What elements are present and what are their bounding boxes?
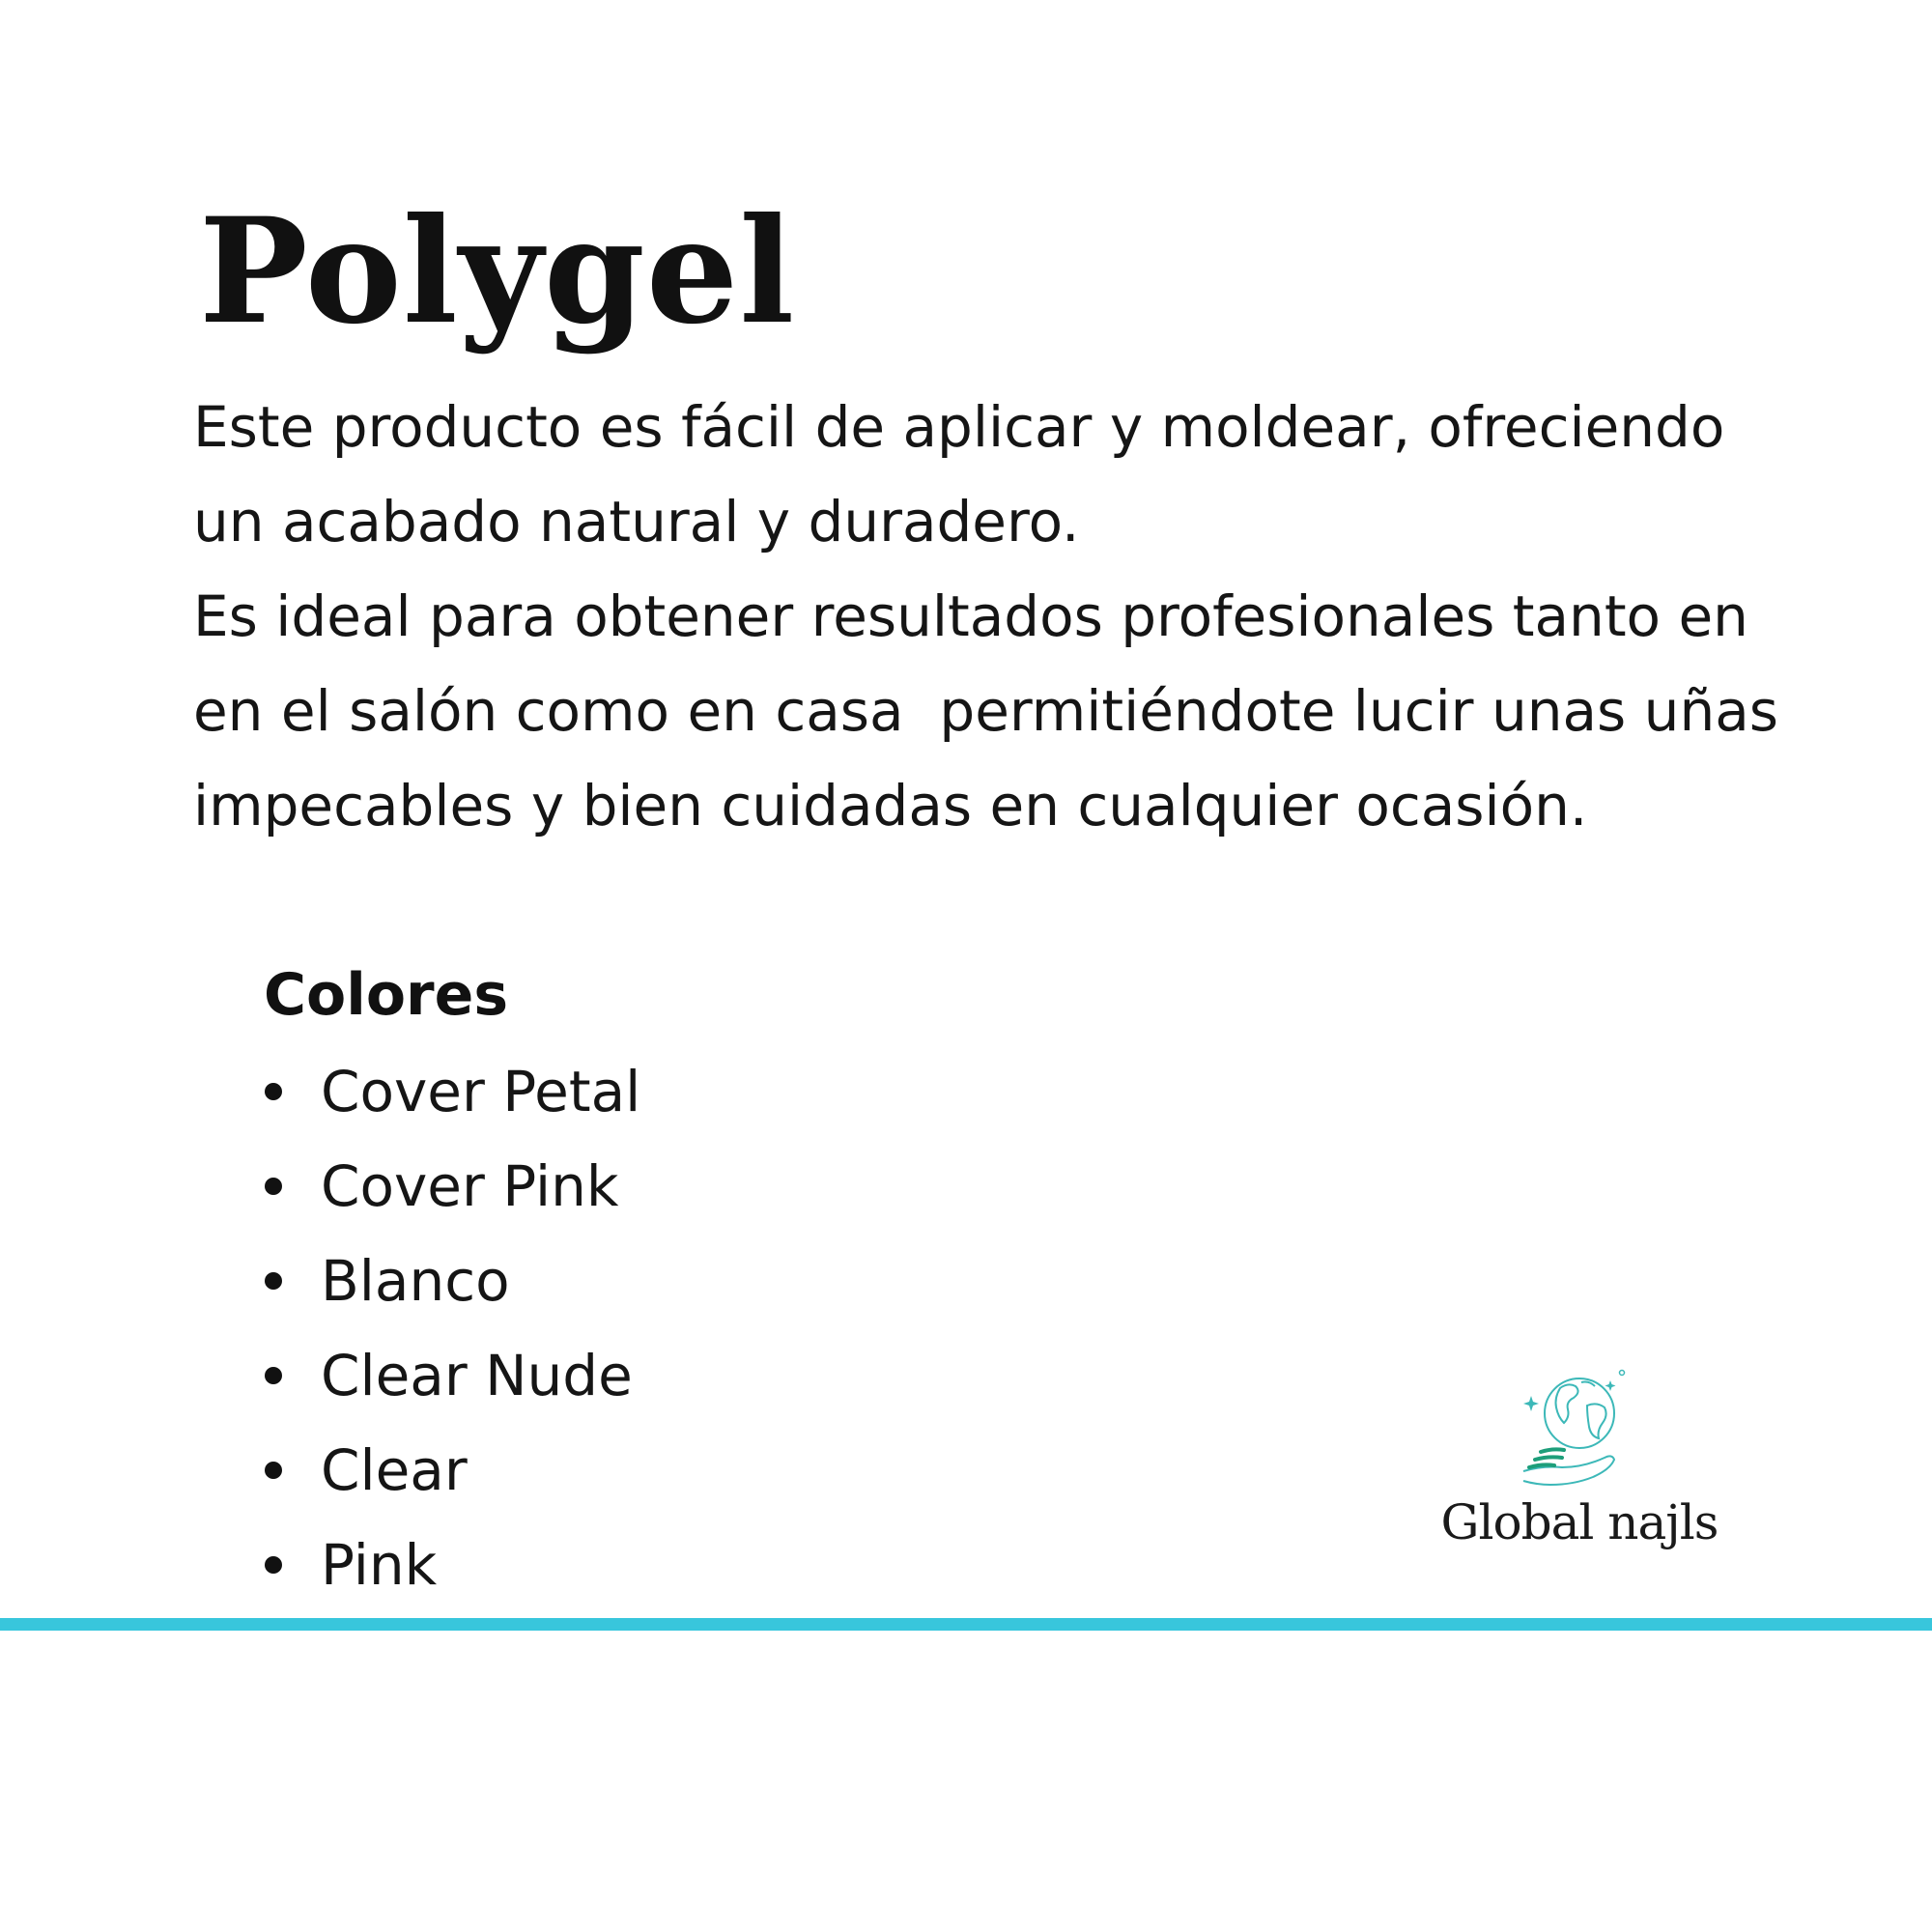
color-list (253, 1044, 640, 1612)
list-item (253, 1234, 640, 1328)
description-line: Este producto es fácil de aplicar y moldear, ofreciendo (193, 394, 1725, 460)
color-label: Clear Nude (321, 1343, 633, 1408)
globe-hand-logo-icon (1514, 1367, 1639, 1492)
bullet-icon (265, 1556, 282, 1574)
page-title: Polygel (199, 186, 796, 356)
color-label: Cover Pink (321, 1153, 619, 1219)
list-item (253, 1044, 640, 1139)
product-description (193, 380, 1893, 853)
description-line: impecables y bien cuidadas en cualquier ocasión. (193, 773, 1588, 838)
bullet-icon (265, 1462, 282, 1479)
brand-name: Global najls (1440, 1494, 1719, 1550)
bullet-icon (265, 1083, 282, 1100)
bullet-icon (265, 1367, 282, 1384)
description-line: un acabado natural y duradero. (193, 489, 1080, 554)
accent-divider (0, 1618, 1932, 1631)
description-line: Es ideal para obtener resultados profesionales tanto en (193, 583, 1748, 649)
list-item (253, 1423, 640, 1518)
description-line: en el salón como en casa permitiéndote lucir unas uñas (193, 678, 1778, 744)
color-label: Cover Petal (321, 1059, 641, 1124)
color-label: Pink (321, 1532, 438, 1598)
color-label: Clear (321, 1437, 468, 1503)
bullet-icon (265, 1272, 282, 1290)
list-item (253, 1518, 640, 1612)
brand-logo (1425, 1367, 1734, 1560)
color-label: Blanco (321, 1248, 510, 1314)
colors-heading: Colores (264, 961, 509, 1029)
list-item (253, 1139, 640, 1234)
bullet-icon (265, 1178, 282, 1195)
list-item (253, 1328, 640, 1423)
